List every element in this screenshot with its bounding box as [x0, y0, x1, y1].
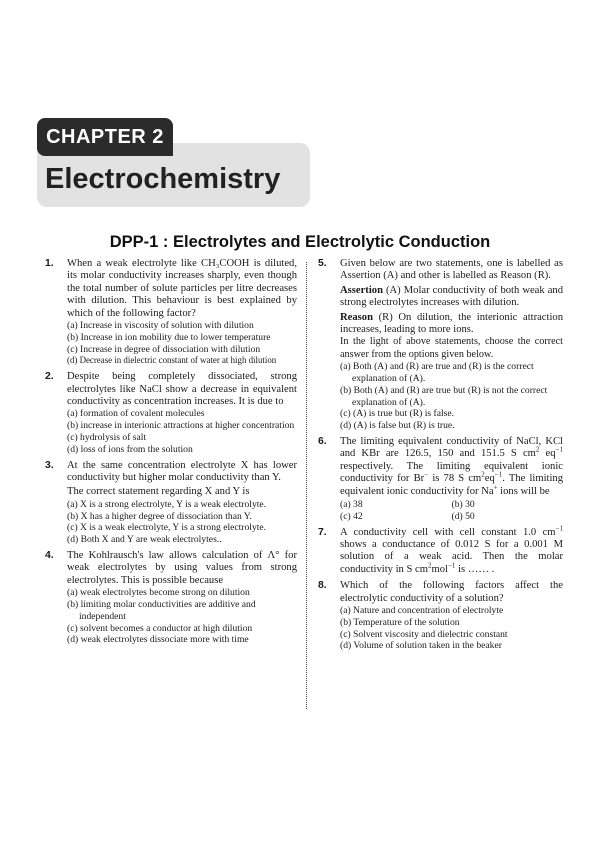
superscript: −1	[494, 470, 503, 479]
question-instruction: In the light of above statements, choose the correct answer from the options given below.	[340, 336, 563, 360]
option-c: (c) Increase in degree of dissociation with dilution	[67, 343, 261, 355]
question-7	[318, 524, 563, 577]
question-6	[318, 436, 563, 523]
stem-part: A conductivity cell with cell constant 1.0 cm	[340, 526, 556, 538]
question-number: 7.	[318, 526, 327, 538]
option-a: (a) X is a strong electrolyte, Y is a weak electrolyte.	[67, 498, 267, 510]
superscript: 2	[481, 470, 485, 479]
option-a: (a) Nature and concentration of electrolyte	[340, 605, 504, 617]
question-stem	[340, 524, 563, 577]
option-b: (b) limiting molar conductivities are additive and independent	[67, 599, 256, 622]
assertion-statement	[340, 285, 563, 310]
question-2	[45, 371, 297, 455]
question-5	[318, 258, 563, 432]
question-number: 2.	[45, 371, 54, 383]
superscript: −	[424, 470, 429, 479]
option-b: (b) Increase in ion mobility due to lower temperature	[67, 331, 271, 343]
stem-part: shows a conductance of 0.012 S for a 0.001 M solution of a weak acid. Then the molar conductivity in S cm	[340, 539, 563, 575]
question-8	[318, 580, 563, 652]
superscript: −1	[555, 445, 563, 454]
question-number: 1.	[45, 258, 54, 269]
option-a: (a) Increase in viscosity of solution with dilution	[67, 320, 254, 332]
option-c: (c) X is a weak electrolyte, Y is a strong electrolyte.	[67, 522, 267, 534]
question-stem	[340, 436, 563, 498]
question-number: 3.	[45, 459, 54, 471]
option-d: (d) Both X and Y are weak electrolytes..	[67, 534, 222, 546]
option-c: (c) (A) is true but (R) is false.	[340, 408, 455, 420]
option-a: (a) formation of covalent molecules	[67, 408, 205, 420]
left-column	[45, 258, 297, 650]
reason-label: Reason	[340, 311, 373, 323]
option-d: (d) (A) is false but (R) is true.	[340, 420, 455, 432]
option-d: (d) Decrease in dielectric constant of water at high dilution	[67, 355, 277, 366]
option-b: (b) increase in interionic attractions at higher concentration	[67, 420, 295, 432]
option-a: (a) 38	[340, 499, 363, 511]
reason-text: (R) On dilution, the interionic attraction increases, leading to more ions.	[340, 311, 563, 336]
question-stem: Given below are two statements, one is labelled as Assertion (A) and other is labelled as Reason (R).	[340, 258, 563, 282]
option-a: (a) weak electrolytes become strong on dilution	[67, 587, 250, 599]
assertion-label: Assertion	[340, 284, 383, 296]
option-d: (d) Volume of solution taken in the beaker	[340, 640, 502, 652]
stem-part: is 78 S cm	[428, 473, 482, 485]
question-number: 5.	[318, 258, 327, 269]
dpp-title: DPP-1 : Electrolytes and Electrolytic Conduction	[109, 233, 491, 251]
question-number: 8.	[318, 580, 327, 592]
question-stem: Which of the following factors affect the electrolytic conductivity of a solution?	[340, 580, 563, 604]
question-1	[45, 258, 297, 367]
superscript: −1	[555, 524, 563, 533]
option-b: (b) Temperature of the solution	[340, 616, 460, 628]
option-d: (d) loss of ions from the solution	[67, 443, 193, 455]
option-b: (b) X has a higher degree of dissociation than Y.	[67, 510, 252, 522]
question-stem: The Kohlrausch's law allows calculation of Λ° for weak electrolytes by using values from strong electrolytes. This is possible because	[67, 550, 297, 586]
assertion-text: (A) Molar conductivity of both weak and strong electrolytes increases with dilution.	[340, 284, 563, 309]
option-b: (b) 30	[451, 499, 475, 511]
question-number: 4.	[45, 550, 54, 562]
chapter-label: CHAPTER 2	[37, 118, 173, 156]
option-c: (c) Solvent viscosity and dielectric constant	[340, 628, 508, 640]
superscript: −1	[447, 561, 456, 570]
stem-part: eq	[539, 448, 556, 460]
column-divider	[306, 262, 307, 709]
reason-statement	[340, 312, 563, 337]
question-stem: Despite being completely dissociated, strong electrolytes like NaCl show a decrease in equivalent conductivity as concentration increases. It is due to	[67, 371, 297, 408]
question-stem: At the same concentration electrolyte X has lower conductivity but higher molar conductivity than Y.	[67, 459, 297, 484]
stem-part: The limiting equivalent conductivity of NaCl, KCl and KBr are 126.5, 150 and 151.5 S cm	[340, 436, 563, 460]
stem-part: mol	[431, 563, 448, 575]
question-3	[45, 460, 297, 546]
superscript: 2	[427, 561, 432, 570]
question-stem: When a weak electrolyte like CH₃COOH is diluted, its molar conductivity increases sharply, even though the total number of solute particles per litre decreases with dilution. This behaviour is best explained by which of the following factor?	[67, 258, 297, 319]
option-d: (d) 50	[451, 510, 475, 522]
superscript: +	[493, 483, 498, 492]
question-4	[45, 550, 297, 646]
stem-part: eq	[484, 473, 495, 485]
options-grid	[340, 499, 563, 523]
chapter-title: Electrochemistry	[45, 163, 281, 195]
option-a: (a) Both (A) and (R) are true and (R) is the correct explanation of (A).	[340, 361, 534, 385]
stem-part: ions will be	[497, 485, 550, 497]
stem-part: is …… .	[455, 563, 495, 575]
question-number: 6.	[318, 436, 327, 448]
option-d: (d) weak electrolytes dissociate more with time	[67, 634, 249, 646]
superscript: 2	[535, 445, 540, 454]
option-b: (b) Both (A) and (R) are true but (R) is not the correct explanation of (A).	[340, 384, 548, 408]
option-c: (c) hydrolysis of salt	[67, 432, 147, 444]
option-c: (c) 42	[340, 510, 363, 522]
stem-part: respectively. The limiting equivalent ionic conductivity for Br	[340, 460, 563, 485]
right-column	[318, 258, 563, 656]
option-c: (c) solvent becomes a conductor at high dilution	[67, 622, 253, 634]
stem-part: . The limiting equivalent ionic conductivity for Na	[340, 473, 564, 497]
question-prompt: The correct statement regarding X and Y is	[67, 486, 250, 498]
